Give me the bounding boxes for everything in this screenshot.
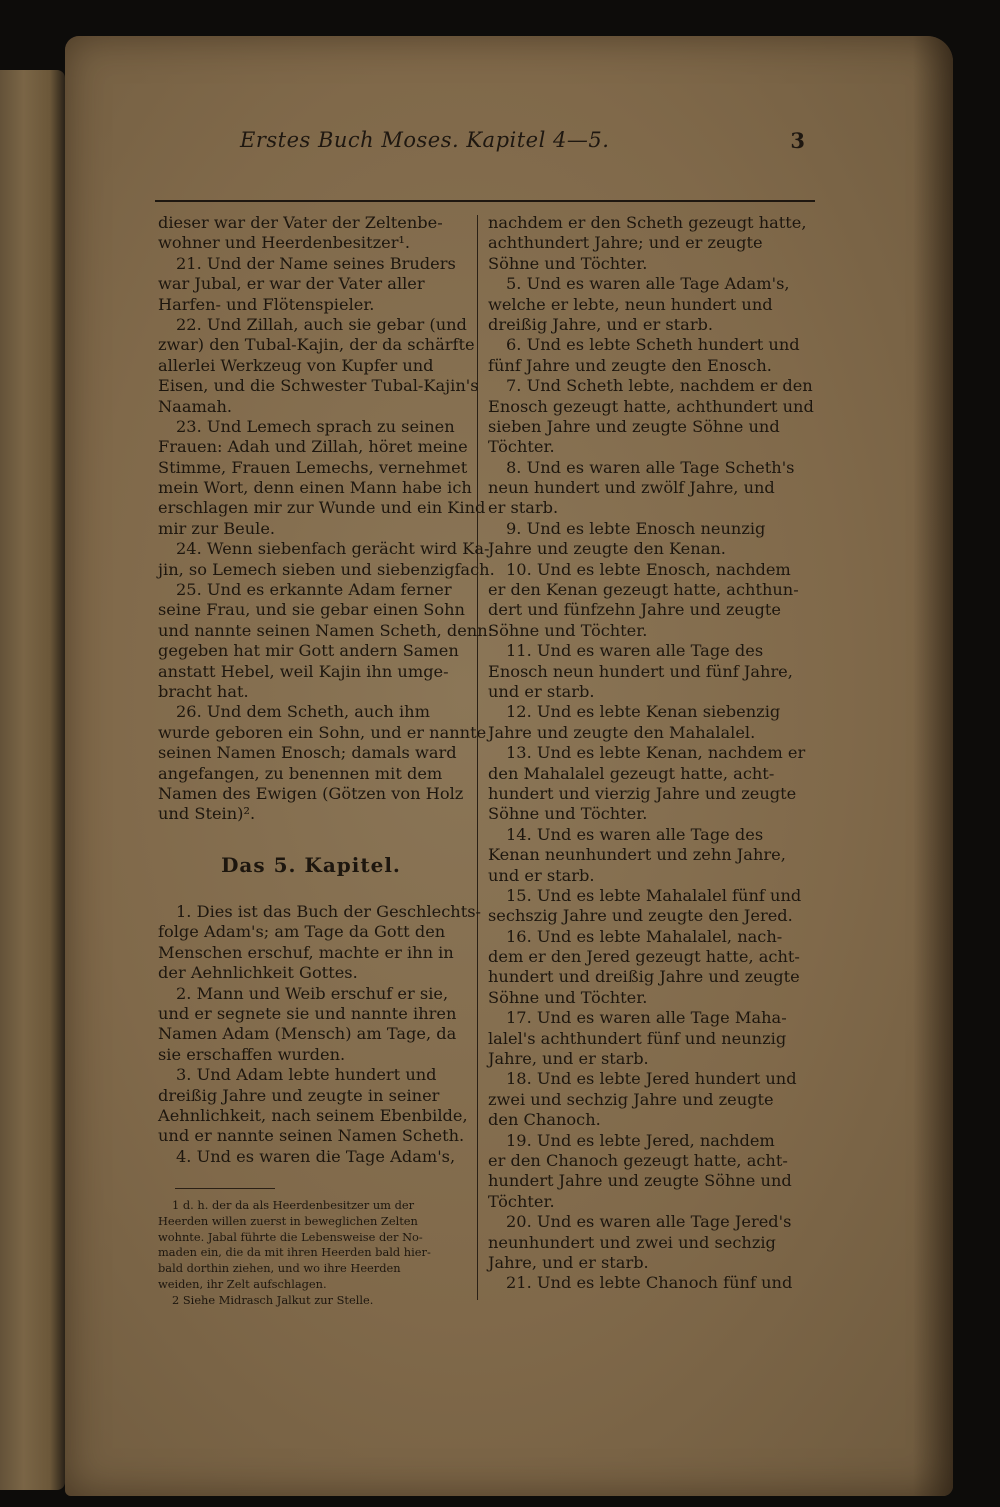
text-line: neunhundert und zwei und sechzig (488, 1232, 776, 1252)
left-column (158, 213, 495, 825)
text-line: und er starb. (488, 681, 595, 701)
text-line: Frauen: Adah und Zillah, höret meine (158, 437, 468, 457)
text-line: lalel's achthundert fünf und neunzig (488, 1028, 787, 1048)
page-shadow (913, 36, 953, 1496)
text-line: Söhne und Töchter. (488, 620, 648, 640)
footnote-line: maden ein, die da mit ihren Heerden bald hier- (158, 1245, 431, 1260)
text-line: dem er den Jered gezeugt hatte, acht- (488, 947, 800, 967)
text-line: mein Wort, denn einen Mann habe ich (158, 478, 472, 498)
text-line: Menschen erschuf, machte er ihn in (158, 942, 454, 962)
text-line: 7. Und Scheth lebte, nachdem er den (506, 376, 813, 396)
text-line: 17. Und es waren alle Tage Maha- (506, 1008, 787, 1028)
footnote-line: weiden, ihr Zelt aufschlagen. (158, 1276, 327, 1291)
text-line: Eisen, und die Schwester Tubal-Kajin's (158, 376, 479, 396)
text-line: und er segnete sie und nannte ihren (158, 1003, 457, 1023)
text-line: 6. Und es lebte Scheth hundert und (506, 335, 800, 355)
right-column (488, 213, 814, 1294)
text-line: 14. Und es waren alle Tage des (506, 824, 764, 844)
text-line: allerlei Werkzeug von Kupfer und (158, 355, 434, 375)
text-line: 18. Und es lebte Jered hundert und (506, 1069, 797, 1089)
text-line: folge Adam's; am Tage da Gott den (158, 922, 446, 942)
text-line: jin, so Lemech sieben und siebenzigfach. (158, 559, 495, 579)
footnote-line: 1 d. h. der da als Heerdenbesitzer um der (172, 1198, 415, 1212)
text-line: 2. Mann und Weib erschuf er sie, (176, 983, 449, 1003)
text-line: und nannte seinen Namen Scheth, denn: (158, 620, 494, 640)
text-line: hundert und vierzig Jahre und zeugte (488, 783, 797, 803)
text-line: Söhne und Töchter. (488, 987, 648, 1007)
text-line: Jahre, und er starb. (488, 1049, 649, 1069)
text-line: 8. Und es waren alle Tage Scheth's (506, 457, 795, 477)
text-line: 16. Und es lebte Mahalalel, nach- (506, 926, 783, 946)
text-line: sie erschaffen wurden. (158, 1044, 346, 1064)
text-line: war Jubal, er war der Vater aller (158, 274, 425, 294)
text-line: zwar) den Tubal-Kajin, der da schärfte (158, 335, 475, 355)
text-line: 21. Und der Name seines Bruders (176, 253, 456, 273)
text-line: er den Chanoch gezeugt hatte, acht- (488, 1150, 788, 1170)
text-line: 20. Und es waren alle Tage Jered's (506, 1212, 792, 1232)
text-line: und er nannte seinen Namen Scheth. (158, 1126, 465, 1146)
text-line: nachdem er den Scheth gezeugt hatte, (488, 213, 807, 232)
text-line: den Chanoch. (488, 1110, 601, 1130)
text-line: 9. Und es lebte Enosch neunzig (506, 518, 766, 538)
text-line: mir zur Beule. (158, 518, 276, 538)
text-line: 22. Und Zillah, auch sie gebar (und (176, 314, 467, 334)
text-line: 19. Und es lebte Jered, nachdem (506, 1130, 775, 1150)
text-line: Namen des Ewigen (Götzen von Holz (158, 783, 464, 803)
text-line: zwei und sechzig Jahre und zeugte (488, 1089, 774, 1109)
text-line: wurde geboren ein Sohn, und er nannte (158, 722, 487, 742)
text-line: Jahre und zeugte den Mahalalel. (488, 722, 756, 742)
footnotes (158, 1198, 464, 1309)
text-line: erschlagen mir zur Wunde und ein Kind (158, 498, 486, 518)
text-line: sieben Jahre und zeugte Söhne und (488, 416, 780, 436)
text-line: achthundert Jahre; und er zeugte (488, 233, 763, 253)
text-line: Töchter. (488, 437, 555, 457)
text-line: Stimme, Frauen Lemechs, vernehmet (158, 457, 468, 477)
text-line: und Stein)². (158, 804, 256, 824)
text-line: Jahre, und er starb. (488, 1252, 649, 1272)
text-line: er den Kenan gezeugt hatte, achthun- (488, 580, 799, 600)
text-line: wohner und Heerdenbesitzer¹. (158, 233, 411, 253)
text-line: 26. Und dem Scheth, auch ihm (176, 702, 430, 722)
text-line: dieser war der Vater der Zeltenbe- (158, 213, 443, 232)
header-rule (155, 200, 815, 202)
text-line: 5. Und es waren alle Tage Adam's, (506, 274, 790, 294)
text-line: 25. Und es erkannte Adam ferner (176, 580, 452, 600)
text-line: angefangen, zu benennen mit dem (158, 763, 443, 783)
footnote-line: 2 Siehe Midrasch Jalkut zur Stelle. (172, 1292, 374, 1307)
text-line: Jahre und zeugte den Kenan. (488, 539, 726, 559)
text-line: hundert Jahre und zeugte Söhne und (488, 1171, 792, 1191)
text-line: dreißig Jahre, und er starb. (488, 314, 714, 334)
text-line: bracht hat. (158, 681, 249, 701)
text-line: 12. Und es lebte Kenan siebenzig (506, 702, 781, 722)
text-line: seinen Namen Enosch; damals ward (158, 743, 457, 763)
text-line: den Mahalalel gezeugt hatte, acht- (488, 763, 775, 783)
text-line: 13. Und es lebte Kenan, nachdem er (506, 743, 806, 763)
text-line: 4. Und es waren die Tage Adam's, (176, 1146, 456, 1166)
text-line: 15. Und es lebte Mahalalel fünf und (506, 885, 802, 905)
footnote-line: wohnte. Jabal führte die Lebensweise der No- (158, 1229, 423, 1244)
text-line: dert und fünfzehn Jahre und zeugte (488, 600, 781, 620)
text-line: er starb. (488, 498, 559, 518)
text-line: Söhne und Töchter. (488, 253, 648, 273)
facing-page-edge (0, 70, 65, 1490)
text-line: 24. Wenn siebenfach gerächt wird Ka- (176, 539, 490, 559)
text-line: anstatt Hebel, weil Kajin ihn umge- (158, 661, 449, 681)
text-line: Töchter. (488, 1191, 555, 1211)
text-line: 10. Und es lebte Enosch, nachdem (506, 559, 791, 579)
text-line: Enosch gezeugt hatte, achthundert und (488, 396, 814, 416)
text-line: 1. Dies ist das Buch der Geschlechts- (176, 902, 482, 921)
text-line: dreißig Jahre und zeugte in seiner (158, 1085, 440, 1105)
text-line: hundert und dreißig Jahre und zeugte (488, 967, 800, 987)
text-line: 21. Und es lebte Chanoch fünf und (506, 1273, 793, 1293)
text-line: Enosch neun hundert und fünf Jahre, (488, 661, 793, 681)
text-line: neun hundert und zwölf Jahre, und (488, 478, 775, 498)
footnote-line: Heerden willen zuerst in beweglichen Zelten (158, 1213, 418, 1228)
footnote-rule (175, 1188, 275, 1189)
text-line: gegeben hat mir Gott andern Samen (158, 641, 459, 661)
text-line: Söhne und Töchter. (488, 804, 648, 824)
chapter-body (158, 902, 482, 1167)
text-line: Aehnlichkeit, nach seinem Ebenbilde, (158, 1105, 468, 1125)
text-line: der Aehnlichkeit Gottes. (158, 963, 358, 983)
text-line: fünf Jahre und zeugte den Enosch. (488, 355, 772, 375)
text-line: Naamah. (158, 396, 233, 416)
text-line: 3. Und Adam lebte hundert und (176, 1065, 437, 1085)
text-line: Harfen- und Flötenspieler. (158, 294, 375, 314)
text-line: sechszig Jahre und zeugte den Jered. (488, 906, 793, 926)
page-number: 3 (790, 128, 805, 153)
running-title: Erstes Buch Moses. Kapitel 4—5. (240, 128, 610, 152)
footnote-line: bald dorthin ziehen, und wo ihre Heerden (158, 1261, 401, 1276)
chapter-heading: Das 5. Kapitel. (221, 853, 401, 877)
text-line: und er starb. (488, 865, 595, 885)
text-line: Kenan neunhundert und zehn Jahre, (488, 845, 786, 865)
page-header (240, 128, 805, 164)
text-line: Namen Adam (Mensch) am Tage, da (158, 1024, 457, 1044)
text-line: 11. Und es waren alle Tage des (506, 641, 764, 661)
text-line: welche er lebte, neun hundert und (488, 294, 773, 314)
text-line: 23. Und Lemech sprach zu seinen (176, 416, 455, 436)
text-line: seine Frau, und sie gebar einen Sohn (158, 600, 465, 620)
